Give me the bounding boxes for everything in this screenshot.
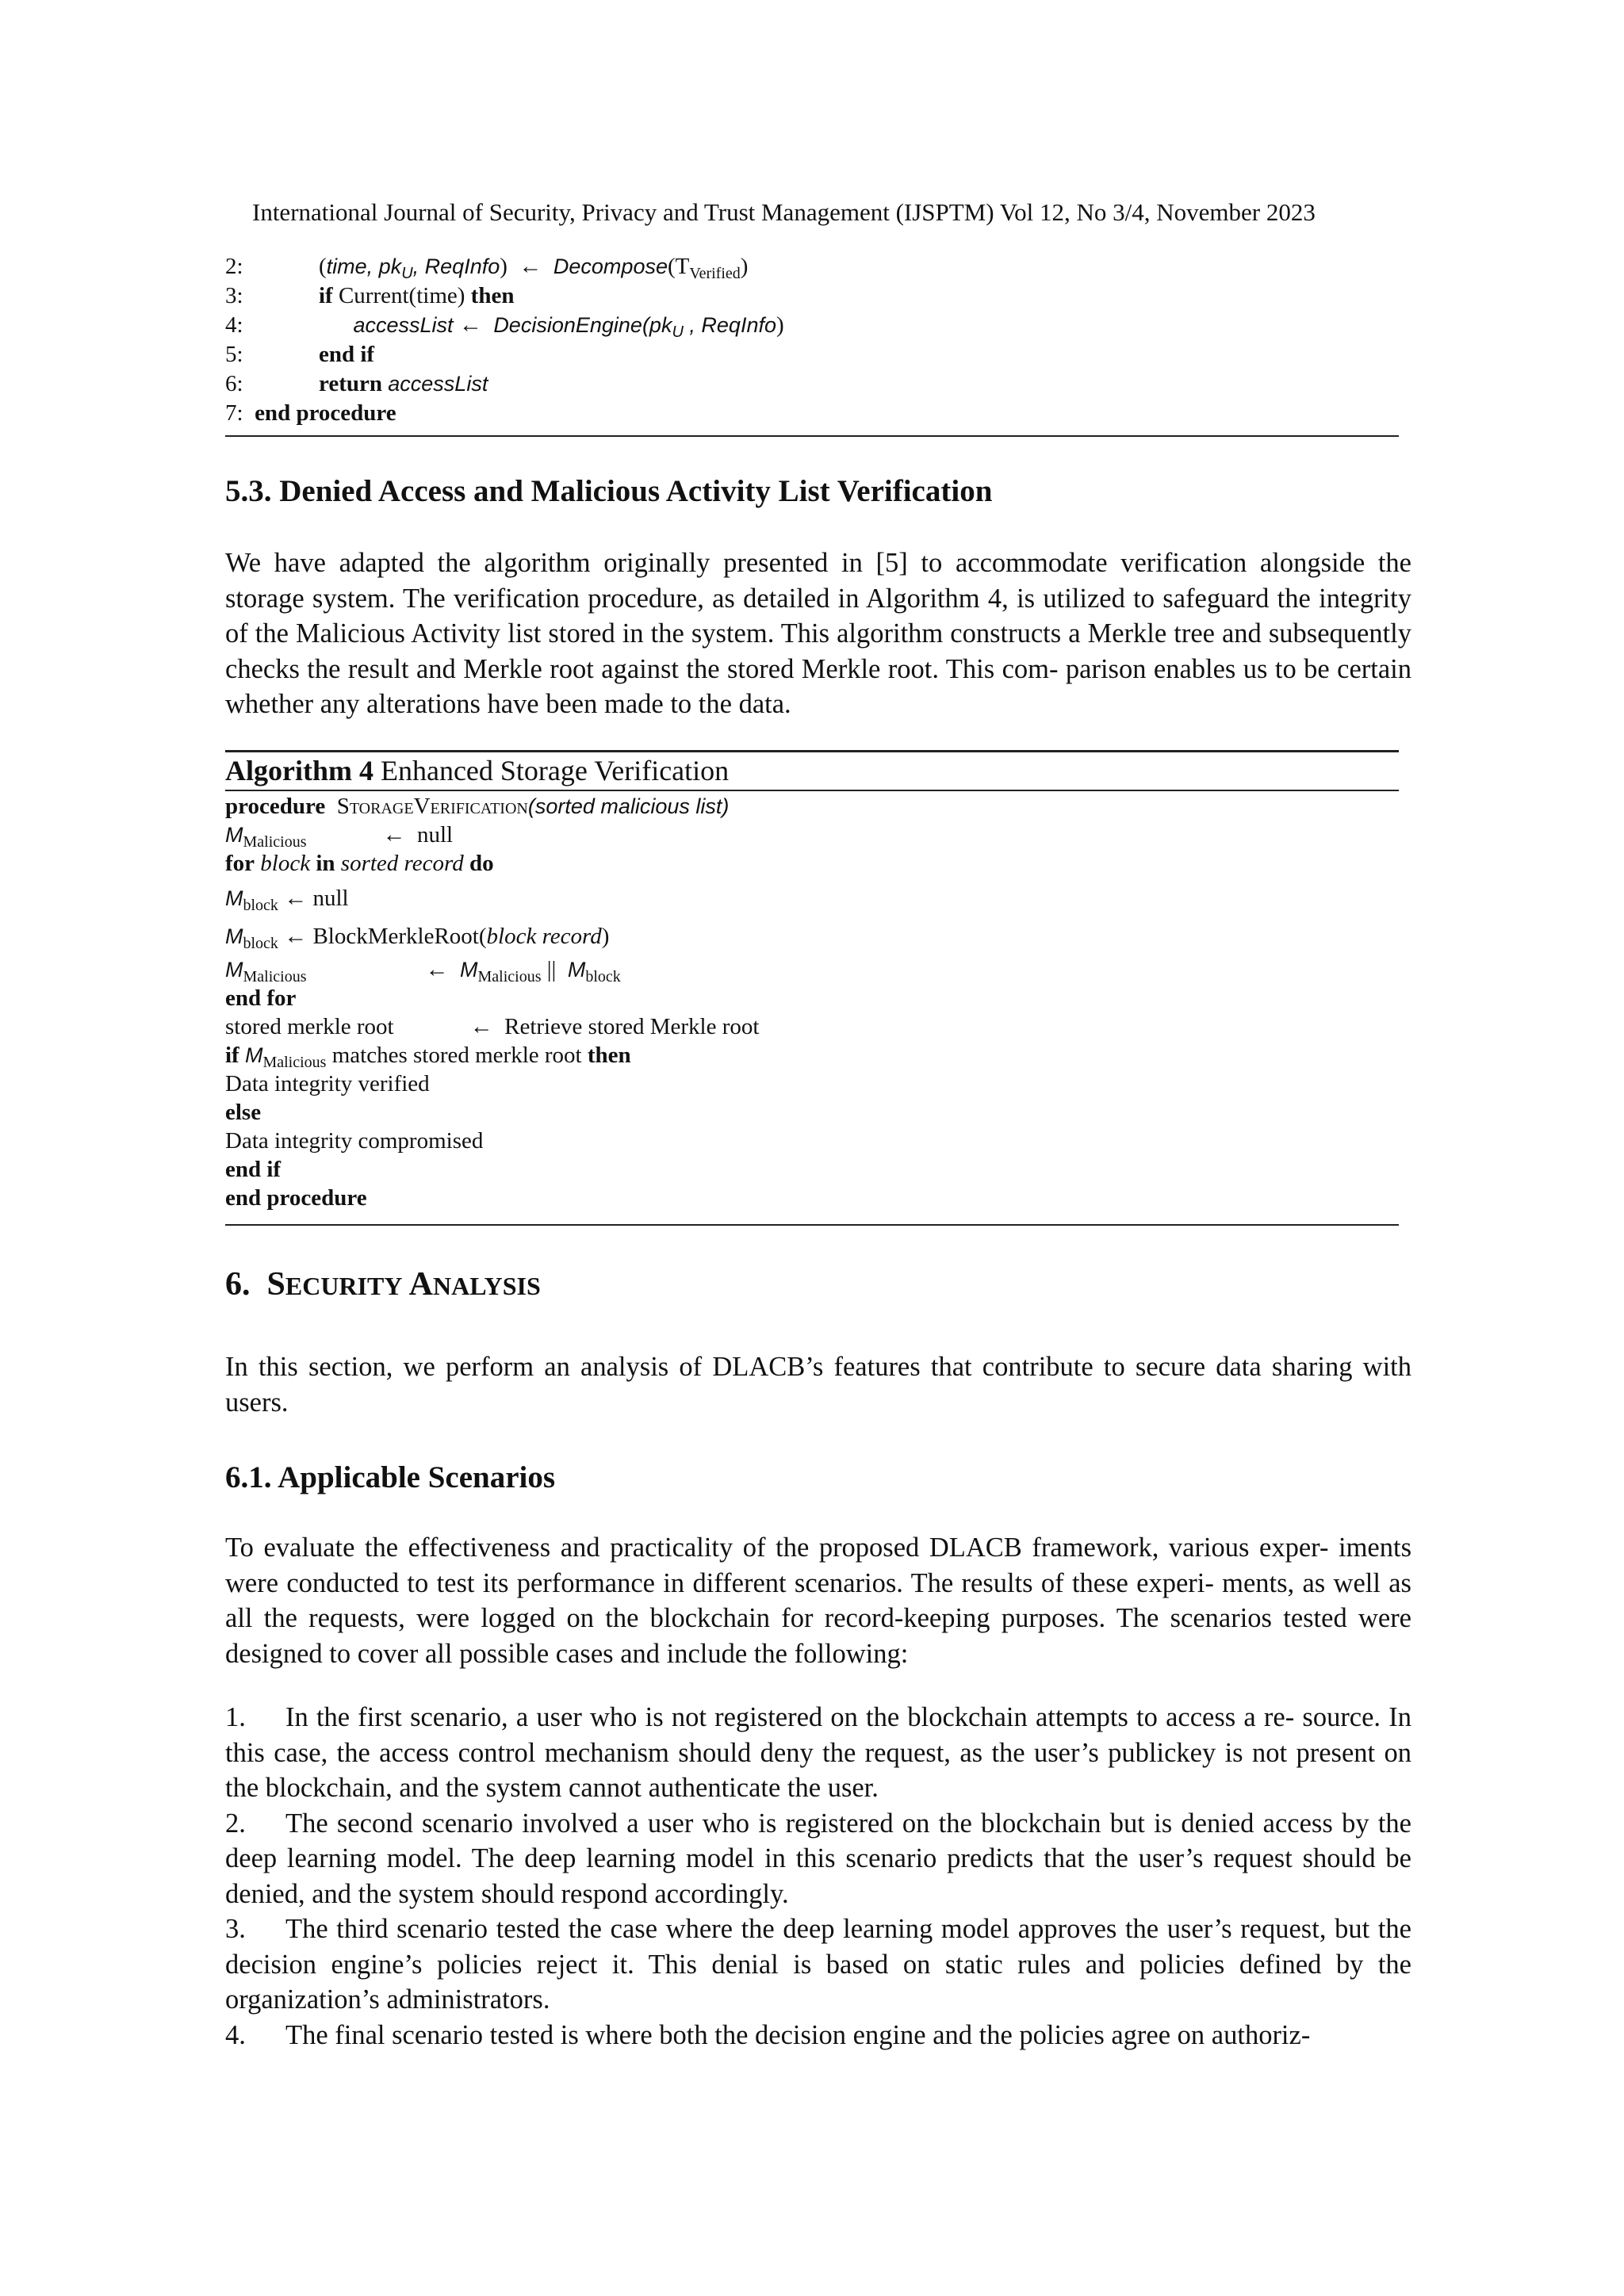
algo4-bottom-rule: [225, 1224, 1399, 1226]
algo4-line-7: end for: [225, 985, 297, 1011]
algo4-line-6: $M_{Malicious}$ ← $M_{Malicious}$ || $M_{block}$: [225, 957, 621, 985]
algo4-line-12: Data integrity compromised: [225, 1128, 484, 1154]
list-item: 3. The third scenario tested the case where the deep learning model approves the user’s request, but the decision engine’s policies reject it. This denial is based on static rules and policies defined by the organization’s administrators.: [225, 1914, 1411, 2015]
list-item: 2. The second scenario involved a user who is registered on the blockchain but is denied access by the deep learning model. The deep learning model in this scenario predicts that the user’s request should be denied, and the system should respond accordingly.: [225, 1808, 1411, 1909]
algo4-line-9: if $M_{Malicious}$ matches stored merkle root then: [225, 1043, 631, 1071]
algo4-line-10: Data integrity verified: [225, 1071, 430, 1096]
section-6-1-paragraph: [225, 1530, 1411, 1671]
algo4-caption: [225, 753, 729, 788]
algo4-line-3: for block in sorted record do: [225, 851, 494, 876]
section-5-3-paragraph: [225, 545, 1411, 722]
algo4-line-11: else: [225, 1100, 262, 1125]
algo3-bottom-rule: [225, 435, 1399, 437]
section-6-heading: 6. SECURITY ANALYSIS: [225, 1266, 541, 1303]
algo4-caption-rule: [225, 790, 1399, 791]
algo3-line-2: 2: (time, $pk_U$, ReqInfo) ← $Decompose(T_{Verified})$: [225, 254, 749, 282]
algo4-top-rule: [225, 750, 1399, 752]
section-6-paragraph: [225, 1349, 1411, 1420]
algo3-line-4: 4: accessList ← $DecisionEngine(pk_U$ , ReqInfo): [225, 312, 784, 341]
algo4-line-1: procedure StorageVerification(sorted malicious list): [225, 794, 730, 819]
algo4-line-2: $M_{Malicious}$ ← null: [225, 822, 454, 851]
algo4-line-5: $M_{block}$ ← BlockMerkleRoot(block record): [225, 924, 610, 952]
algo3-line-7: 7: end procedure: [225, 400, 396, 426]
section-6-1-text: To evaluate the effectiveness and practicality of the proposed DLACB framework, various exper- iments were conducted to test its performance in different scenarios. The results of these experi- ments, as well as all the requests, were logged on the blockchain for record-keeping purposes. The scenarios tested were designed to cover all possible cases and include the following:: [225, 1533, 1411, 1669]
algo4-label: Algorithm 4: [225, 755, 373, 786]
algo3-line-5: 5: end if: [225, 342, 375, 367]
section-6-1-heading: 6.1. Applicable Scenarios: [225, 1460, 556, 1494]
section-6-text: In this section, we perform an analysis of DLACB’s features that contribute to secure data sharing with users.: [225, 1352, 1411, 1418]
section-5-3-text: We have adapted the algorithm originally presented in [5] to accommodate verification alongside the storage system. The verification procedure, as detailed in Algorithm 4, is utilized to safeguard the integrity of the Malicious Activity list stored in the system. This algorithm constructs a Merkle tree and subsequently checks the result and Merkle root against the stored Merkle root. This com- parison enables us to be certain whether any alterations have been made to the data.: [225, 548, 1411, 719]
scenario-list: [225, 1700, 1411, 2053]
running-header: International Journal of Security, Privacy and Trust Management (IJSPTM) Vol 12, No 3/4, November 2023: [252, 198, 1316, 226]
algo3-line-3: 3: if Current(time) then: [225, 283, 515, 308]
algo4-line-8: stored merkle root ← Retrieve stored Merkle root: [225, 1014, 760, 1039]
algo4-line-4: $M_{block}$ ← null: [225, 886, 349, 914]
algo4-title: Enhanced Storage Verification: [380, 755, 730, 786]
algo3-line-6: 6: return accessList: [225, 371, 488, 396]
section-5-3-heading: 5.3. Denied Access and Malicious Activity List Verification: [225, 474, 993, 508]
algo4-line-13: end if: [225, 1157, 282, 1182]
list-item: 4. The final scenario tested is where both the decision engine and the policies agree on authoriz-: [225, 2019, 1311, 2050]
algo4-line-14: end procedure: [225, 1185, 367, 1211]
list-item: 1. In the first scenario, a user who is not registered on the blockchain attempts to access a re- source. In this case, the access control mechanism should deny the request, as the user’s publickey is not present on the blockchain, and the system cannot authenticate the user.: [225, 1702, 1411, 1803]
